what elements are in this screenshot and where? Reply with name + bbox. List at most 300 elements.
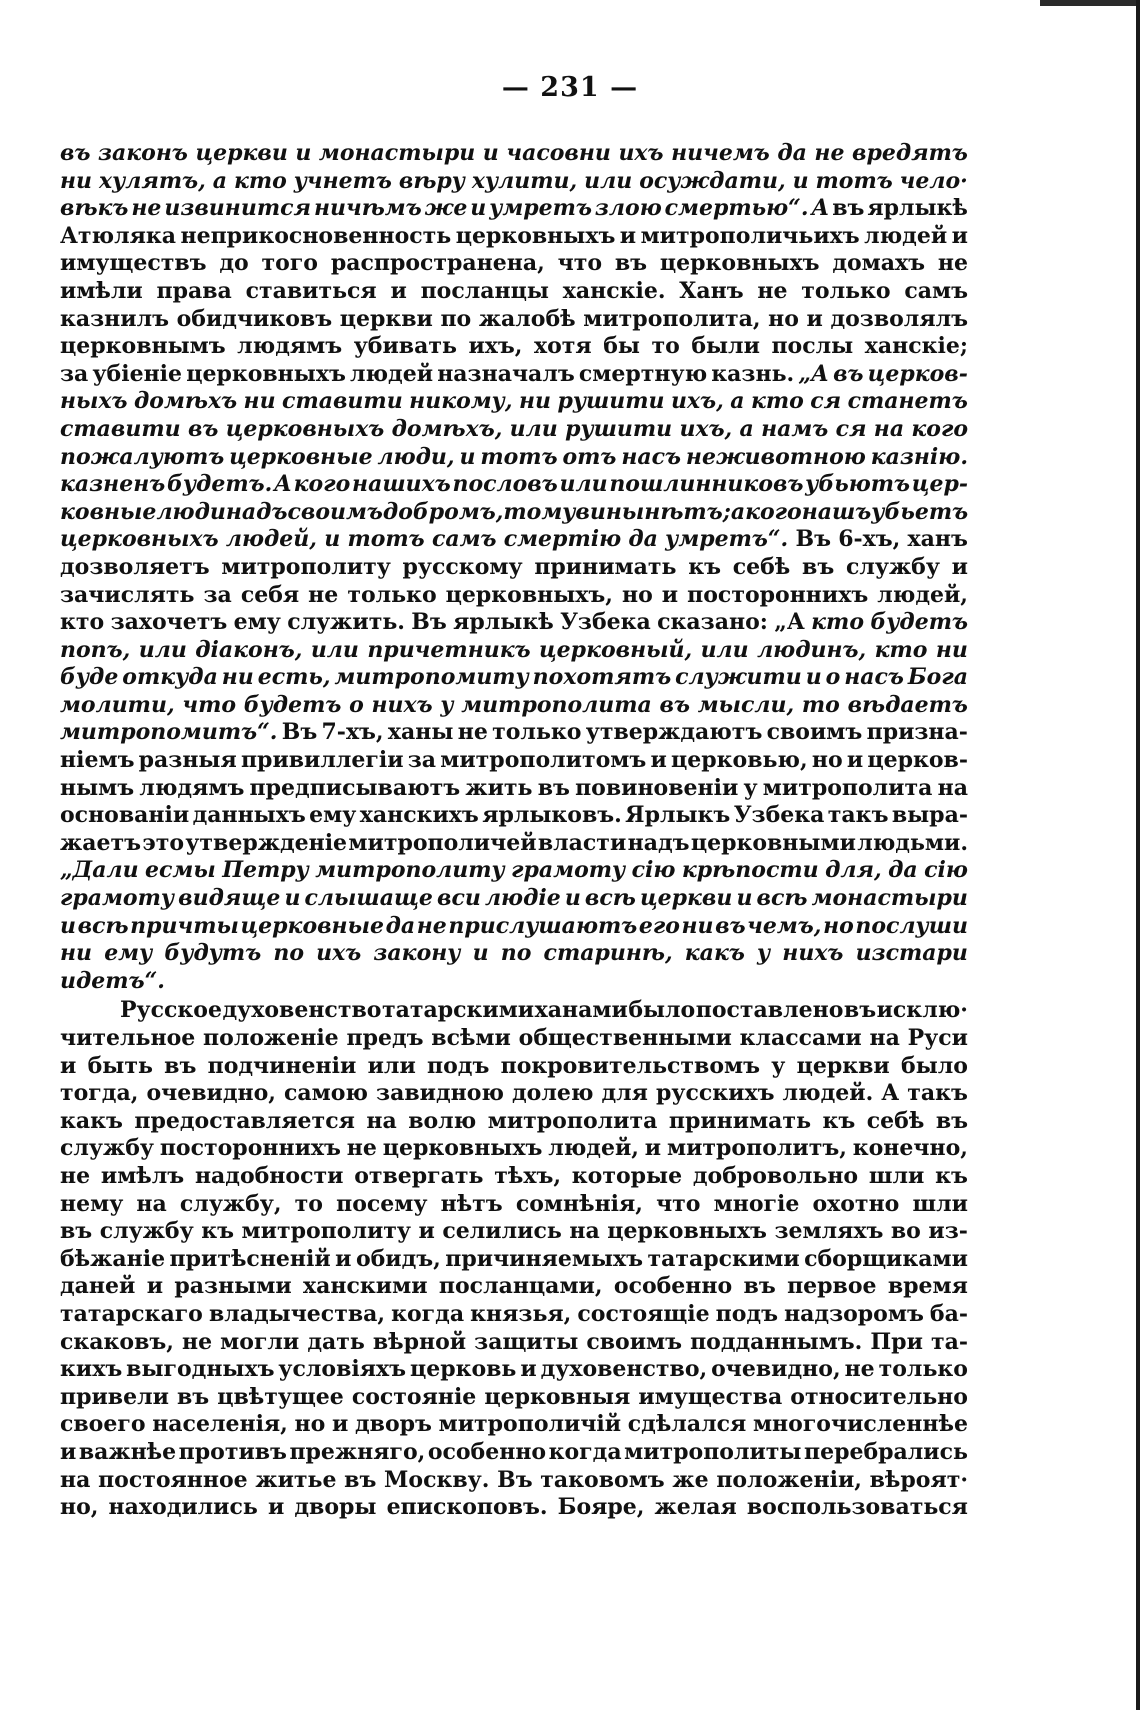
word: ярлыкѣ (867, 195, 968, 222)
word: и (418, 1218, 435, 1245)
word: церков- (867, 360, 968, 387)
word: неживотною (685, 443, 866, 470)
word: и (60, 1438, 77, 1465)
word: законъ (98, 140, 188, 166)
word: распространена, (330, 250, 545, 277)
text-line (60, 361, 968, 389)
word: у (756, 940, 771, 967)
word: казнь. (711, 360, 795, 387)
word: русскому (402, 553, 523, 580)
word: изстари (855, 940, 968, 967)
word: откуда (122, 664, 218, 691)
word: привиллегіи (240, 747, 404, 774)
word: или (310, 636, 359, 663)
word: въ (743, 1273, 776, 1300)
word: умретъ (489, 195, 592, 222)
word: ханскіе. (562, 277, 666, 304)
text-line (60, 802, 968, 830)
word: никому, (409, 388, 513, 415)
word: ханы (387, 719, 454, 746)
word: учнетъ (293, 167, 392, 194)
word: ханскіе; (864, 333, 968, 360)
word: Узбека (733, 802, 825, 829)
word: тогда, (60, 1080, 139, 1107)
word: ни (60, 940, 93, 967)
word: дворы (294, 1494, 377, 1521)
text-line (60, 554, 968, 582)
word: надъ (627, 829, 690, 856)
word: всѣми (431, 1025, 511, 1051)
word: церковныхъ (607, 1218, 767, 1245)
word: ему (309, 802, 357, 829)
text-line (60, 582, 968, 610)
word: могли (220, 1328, 300, 1355)
word: права (156, 277, 232, 304)
word: и (267, 1494, 285, 1521)
text-line (60, 609, 968, 637)
word: во (890, 1218, 921, 1245)
word: въ (843, 997, 877, 1024)
word: подъ (427, 1052, 490, 1079)
word: церковныхъ (659, 250, 820, 277)
word: причетникъ (367, 636, 531, 663)
word: или (559, 471, 608, 498)
word: церков- (867, 747, 968, 774)
word: кто (750, 388, 804, 415)
word: людей, (225, 526, 317, 553)
word: смертью“. (664, 195, 809, 222)
word: предоставляется (134, 1107, 355, 1134)
word: церкви (639, 885, 733, 912)
text-line (60, 416, 968, 444)
word: и (60, 912, 76, 939)
word: назначалъ (437, 360, 575, 387)
word: цер- (911, 471, 968, 498)
word: хотя (533, 333, 592, 360)
word: очевидно, (146, 1080, 276, 1107)
word: къ (688, 553, 721, 580)
word: у (743, 774, 758, 801)
text-line (60, 1467, 968, 1495)
word: кого (293, 471, 351, 498)
word: діаконъ, (195, 636, 303, 663)
word: своимъ (287, 498, 383, 525)
word: на (569, 1218, 600, 1245)
word: состояніе (351, 1383, 477, 1410)
word: церковныхъ (186, 360, 346, 387)
word: ни (221, 664, 254, 691)
word: митрополиту (221, 553, 391, 580)
word: службу, (179, 1190, 282, 1217)
word: многіе (713, 1190, 800, 1217)
word: церковныя (484, 1383, 631, 1410)
word: из- (928, 1218, 968, 1245)
word: вредятъ (852, 140, 968, 166)
word: а (212, 167, 228, 194)
word: митрополита, (583, 305, 761, 332)
word: нѣтъ (440, 1190, 503, 1217)
word: и (284, 885, 301, 912)
word: нихъ (782, 940, 844, 967)
word: вины (575, 498, 645, 525)
word: жалобѣ (478, 305, 576, 332)
word: не (346, 1135, 377, 1162)
text-line (60, 1494, 968, 1522)
word: хулити, (471, 167, 578, 194)
word: людіе (484, 885, 561, 912)
word: не (844, 1356, 875, 1383)
word: данныхъ (192, 802, 306, 829)
word: у (440, 691, 454, 718)
text-line (60, 195, 968, 223)
word: ему (233, 609, 281, 636)
word: ни (681, 912, 714, 939)
word: и (805, 664, 822, 691)
word: дать (307, 1328, 365, 1355)
word: 6-хъ, (838, 526, 901, 553)
word: смертную (578, 360, 708, 387)
word: отвергать (354, 1162, 484, 1189)
word: быть (87, 1052, 153, 1079)
word: въ (60, 1218, 93, 1245)
text-line (60, 719, 968, 747)
word: принимать (534, 553, 677, 580)
word: хулятъ, (98, 167, 206, 194)
word: владычества, (208, 1300, 386, 1327)
word: попъ, (60, 636, 131, 663)
word: а (730, 498, 746, 525)
word: постоянное (98, 1466, 248, 1493)
text-line (60, 1025, 968, 1053)
word: не (60, 1162, 91, 1189)
word: и (806, 305, 823, 332)
word: жить (465, 774, 533, 801)
text-line (60, 692, 968, 720)
word: люди, (377, 443, 455, 470)
word: часовни (506, 140, 611, 166)
word: въ (833, 360, 864, 387)
word: но (823, 912, 854, 939)
word: посему (336, 1190, 428, 1217)
word: ихъ, (679, 415, 733, 442)
word: того (261, 250, 318, 277)
word: или (584, 167, 633, 194)
word: церковный, (539, 636, 693, 663)
word: есть, (257, 664, 331, 691)
word: ни (518, 388, 551, 415)
word: и (736, 885, 753, 912)
word: выра- (891, 802, 968, 829)
word: будетъ (870, 609, 968, 636)
word: было (628, 997, 696, 1024)
word: въ (344, 1466, 377, 1493)
word: утверждаютъ (585, 719, 763, 746)
word: рушити (557, 388, 665, 415)
word: ярлыковъ. (482, 802, 622, 829)
word: ся (810, 388, 842, 415)
word: же (424, 195, 468, 222)
word: 7-хъ, (321, 719, 384, 746)
word: житье (255, 1466, 337, 1493)
word: о (349, 691, 364, 718)
word: вѣкъ (60, 195, 129, 222)
word: грамоту (60, 885, 175, 912)
word: людей (349, 360, 434, 387)
word: чемъ, (747, 912, 822, 939)
scan-edge-right (1136, 0, 1140, 1710)
word: убьютъ (805, 471, 911, 498)
word: отъ (562, 443, 617, 470)
word: всѣ (77, 912, 129, 939)
word: же (672, 1466, 709, 1493)
text-line (60, 306, 968, 334)
word: церковныхъ (382, 1135, 543, 1162)
word: особенно (613, 1273, 733, 1300)
word: поставлено (695, 997, 844, 1024)
word: утвержденіе (185, 829, 348, 856)
word: нему (60, 1190, 124, 1217)
word: покровительствомъ (500, 1052, 760, 1079)
word: бѣжаніе (60, 1245, 166, 1272)
word: и (335, 1245, 352, 1272)
text-line (60, 444, 968, 472)
word: ихъ, (671, 388, 724, 415)
word: и (520, 1356, 537, 1383)
word: кихъ (60, 1356, 123, 1383)
word: А (274, 471, 292, 498)
word: митрополиту (241, 1218, 411, 1245)
word: казнію. (870, 443, 968, 470)
word: и (482, 140, 499, 166)
word: не (757, 277, 788, 304)
word: охотно (812, 1190, 900, 1217)
word: похотятъ (532, 664, 672, 691)
word: митрополита (461, 691, 652, 718)
word: шли (912, 1190, 968, 1217)
word: служить. (287, 609, 405, 636)
text-line (60, 1411, 968, 1439)
word: и (650, 747, 667, 774)
word: положеніи, (716, 1466, 862, 1493)
text-line (60, 913, 968, 941)
word: такъ (907, 1080, 968, 1107)
word: первое (787, 1273, 877, 1300)
word: дозволялъ (830, 305, 968, 332)
word: въ (832, 195, 865, 222)
word: но (811, 747, 843, 774)
word: людей, (877, 581, 968, 608)
word: убьетъ (871, 498, 969, 525)
text-line (60, 1273, 968, 1301)
word: ся (835, 415, 867, 442)
word: захочетъ (110, 609, 228, 636)
word: Москву. (384, 1466, 490, 1493)
word: и (459, 443, 476, 470)
word: церковные (229, 443, 373, 470)
word: церковнымъ (60, 333, 226, 360)
word: а (730, 388, 745, 415)
word: сборщиками (804, 1245, 968, 1272)
word: нашихъ (352, 471, 451, 498)
word: мысли, (697, 691, 795, 718)
word: ихъ, (468, 333, 523, 360)
word: буде (60, 664, 119, 691)
text-line (60, 664, 968, 692)
word: разныя (138, 747, 237, 774)
text-line (60, 140, 968, 168)
word: ничемъ (671, 140, 770, 166)
word: тому (503, 498, 576, 525)
word: дозволяетъ (60, 553, 210, 580)
word: митрополиту (315, 857, 505, 884)
word: будетъ (243, 691, 342, 718)
word: обидчиковъ (176, 305, 333, 332)
text-line (60, 637, 968, 665)
word: которые (571, 1162, 683, 1189)
word: Бога (907, 664, 968, 691)
word: ба- (929, 1300, 968, 1327)
word: церковныхъ, (445, 581, 613, 608)
text-line (60, 968, 968, 996)
word: При (870, 1328, 923, 1355)
text-line (60, 1080, 968, 1108)
word: сію (924, 857, 968, 884)
word: самою (283, 1080, 368, 1107)
word: только (492, 719, 582, 746)
word: а (739, 415, 754, 442)
word: домѣхъ (134, 388, 238, 415)
word: митрополичій (438, 1411, 622, 1438)
text-line (60, 471, 968, 499)
word: митрополита (762, 774, 933, 801)
word: тотъ (815, 167, 893, 194)
word: церкви (796, 1052, 890, 1079)
word: жаетъ (60, 829, 141, 856)
word: тотъ (347, 526, 425, 553)
word: или (138, 636, 187, 663)
word: церковь (409, 1356, 517, 1383)
word: ему (104, 940, 153, 967)
word: время (887, 1273, 968, 1300)
word: вѣроят· (869, 1466, 968, 1493)
word: казненъ (60, 471, 166, 498)
text-line (60, 857, 968, 885)
word: только (801, 277, 891, 304)
word: классами (739, 1025, 862, 1051)
word: волю (408, 1107, 477, 1134)
text-line (60, 1135, 968, 1163)
word: на (136, 1190, 167, 1217)
word: чело· (899, 167, 968, 194)
word: долею (512, 1080, 594, 1107)
word: на (366, 1107, 397, 1134)
word: всѣ (756, 885, 808, 912)
word: находились (108, 1494, 258, 1521)
word: многочисленнѣе (752, 1411, 968, 1438)
word: и (661, 581, 679, 608)
word: ковные (60, 498, 157, 525)
word: разными (174, 1273, 292, 1300)
word: ихъ (618, 140, 664, 166)
word: на (873, 415, 905, 442)
word: сказано: (657, 609, 768, 636)
word: власти (537, 829, 627, 856)
word: принимать (668, 1107, 811, 1134)
word: имуществъ (60, 250, 207, 277)
word: кого (745, 498, 802, 525)
word: да (385, 912, 416, 939)
word: предъ (346, 1025, 424, 1051)
word: тотъ (480, 443, 558, 470)
word: не (937, 250, 968, 277)
word: А (881, 1080, 900, 1107)
word: перебрались (804, 1438, 968, 1465)
word: или (367, 1052, 416, 1079)
word: надзоромъ (784, 1300, 924, 1327)
word: и (470, 195, 487, 222)
word: нашъ (801, 498, 872, 525)
word: церковными (690, 829, 856, 856)
word: въ (935, 1107, 968, 1134)
word: и (951, 553, 968, 580)
word: митрополичьихъ (640, 222, 860, 249)
word: Въ (281, 719, 318, 746)
word: убивать (353, 333, 457, 360)
word: Въ (497, 1466, 533, 1493)
word: извинится (164, 195, 312, 222)
word: „Дали (60, 857, 139, 884)
word: митропомиту (334, 664, 529, 691)
word: въ (802, 553, 835, 580)
word: посланцы (420, 277, 549, 304)
word: только (347, 581, 437, 608)
word: намъ (761, 415, 829, 442)
word: добровольно (692, 1162, 859, 1189)
text-line (60, 997, 968, 1025)
text-line (60, 250, 968, 278)
text-line (60, 747, 968, 775)
word: домѣхъ, (391, 415, 503, 442)
word: имѣлъ (100, 1162, 185, 1189)
word: постороннихъ (687, 581, 869, 608)
word: и (564, 885, 581, 912)
word: и (792, 167, 809, 194)
word: и (324, 526, 341, 553)
word: ни (935, 636, 968, 663)
word: то (801, 691, 840, 718)
text-line (60, 223, 968, 251)
word: не (416, 912, 447, 939)
text-line (60, 499, 968, 527)
word: нымъ (60, 774, 135, 801)
word: умретъ“. (665, 526, 789, 553)
word: по (440, 305, 472, 332)
text-line (60, 1163, 968, 1191)
word: на (869, 1025, 900, 1051)
word: А (811, 195, 830, 222)
word: то (651, 333, 680, 360)
word: убіеніе (92, 360, 183, 387)
word: смертію (503, 526, 622, 553)
word: нѣтъ; (644, 498, 731, 525)
word: въ (614, 250, 648, 277)
word: кто (811, 609, 865, 636)
word: сомнѣнія, (515, 1190, 643, 1217)
word: то (294, 1190, 323, 1217)
word: прежняго, (289, 1438, 426, 1465)
word: вѣдаетъ (847, 691, 968, 718)
word: добромъ, (382, 498, 504, 525)
